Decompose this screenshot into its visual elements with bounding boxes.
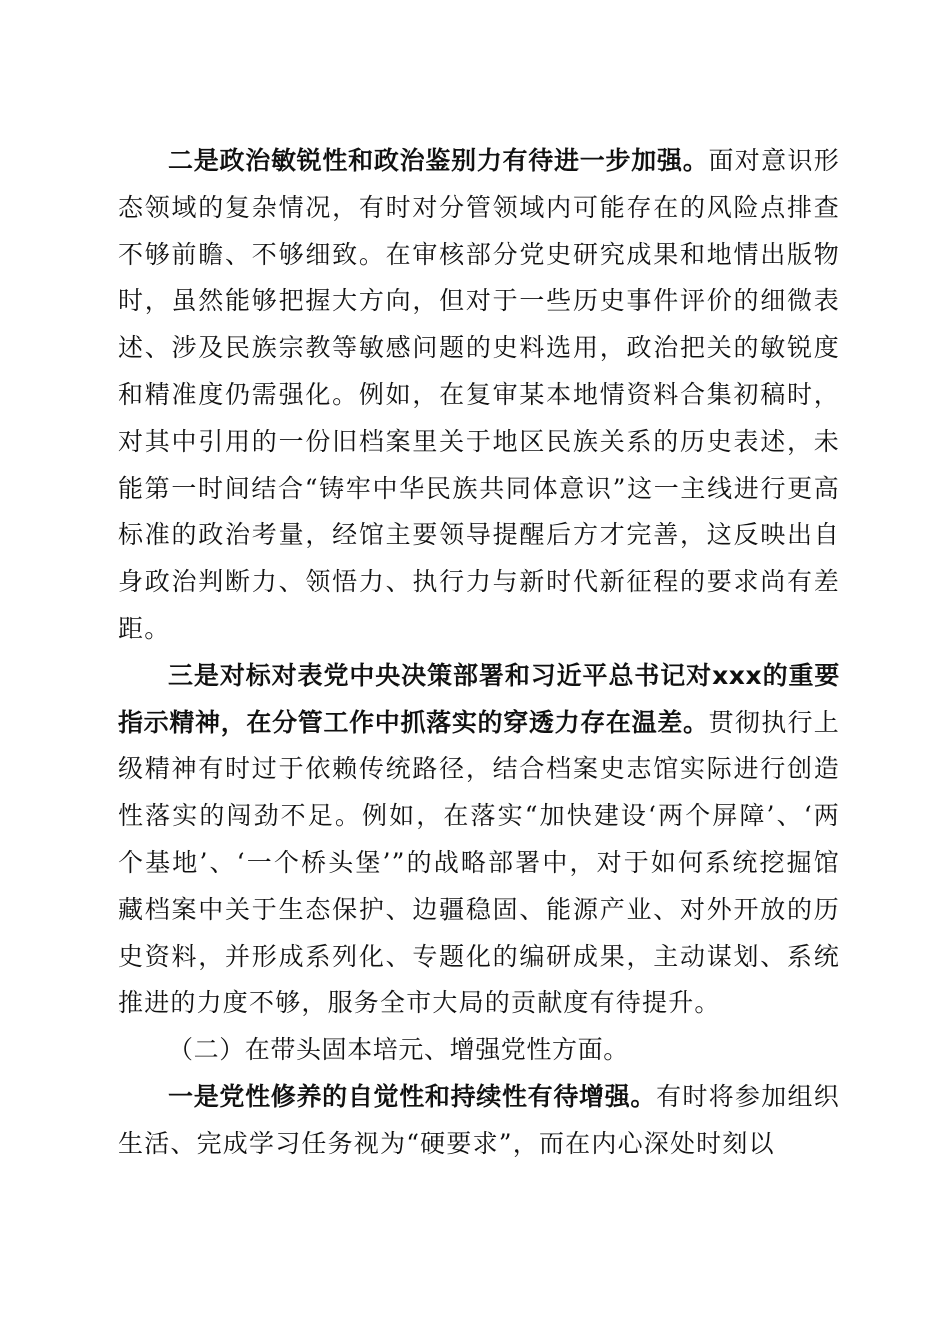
paragraph-lead: 三是对标对表党中央决策部署和习近平总书记对xxx的重要指示精神，在分管工作中抓落实的穿透力存在温差。 [118, 660, 840, 737]
paragraph-political-sensitivity [118, 138, 840, 653]
section-heading: （二）在带头固本培元、增强党性方面。 [168, 1035, 629, 1065]
paragraph-party-spirit [118, 1074, 840, 1168]
paragraph-body: 面对意识形态领域的复杂情况，有时对分管领域内可能存在的风险点排查不够前瞻、不够细致。在审核部分党史研究成果和地情出版物时，虽然能够把握大方向，但对于一些历史事件评价的细微表述、涉及民族宗教等敏感问题的史料选用，政治把关的敏锐度和精准度仍需强化。例如，在复审某本地情资料合集初稿时，对其中引用的一份旧档案里关于地区民族关系的历史表述，未能第一时间结合“铸牢中华民族共同体意识”这一主线进行更高标准的政治考量，经馆主要领导提醒后方才完善，这反映出自身政治判断力、领悟力、执行力与新时代新征程的要求尚有差距。 [118, 146, 840, 643]
paragraph-lead: 二是政治敏锐性和政治鉴别力有待进一步加强。 [168, 146, 709, 175]
paragraph-implementation [118, 653, 840, 1027]
paragraph-body: 贯彻执行上级精神有时过于依赖传统路径，结合档案史志馆实际进行创造性落实的闯劲不足。例如，在落实“加快建设‘两个屏障’、‘两个基地’、‘一个桥头堡’”的战略部署中，对于如何系统挖掘馆藏档案中关于生态保护、边疆稳固、能源产业、对外开放的历史资料，并形成系列化、专题化的编研成果，主动谋划、系统推进的力度不够，服务全市大局的贡献度有待提升。 [118, 707, 840, 1018]
paragraph-body: 有时将参加组织生活、完成学习任务视为“硬要求”，而在内心深处时刻以 [118, 1081, 841, 1158]
paragraph-lead: 一是党性修养的自觉性和持续性有待增强。 [168, 1081, 657, 1111]
document-body [118, 138, 840, 1168]
